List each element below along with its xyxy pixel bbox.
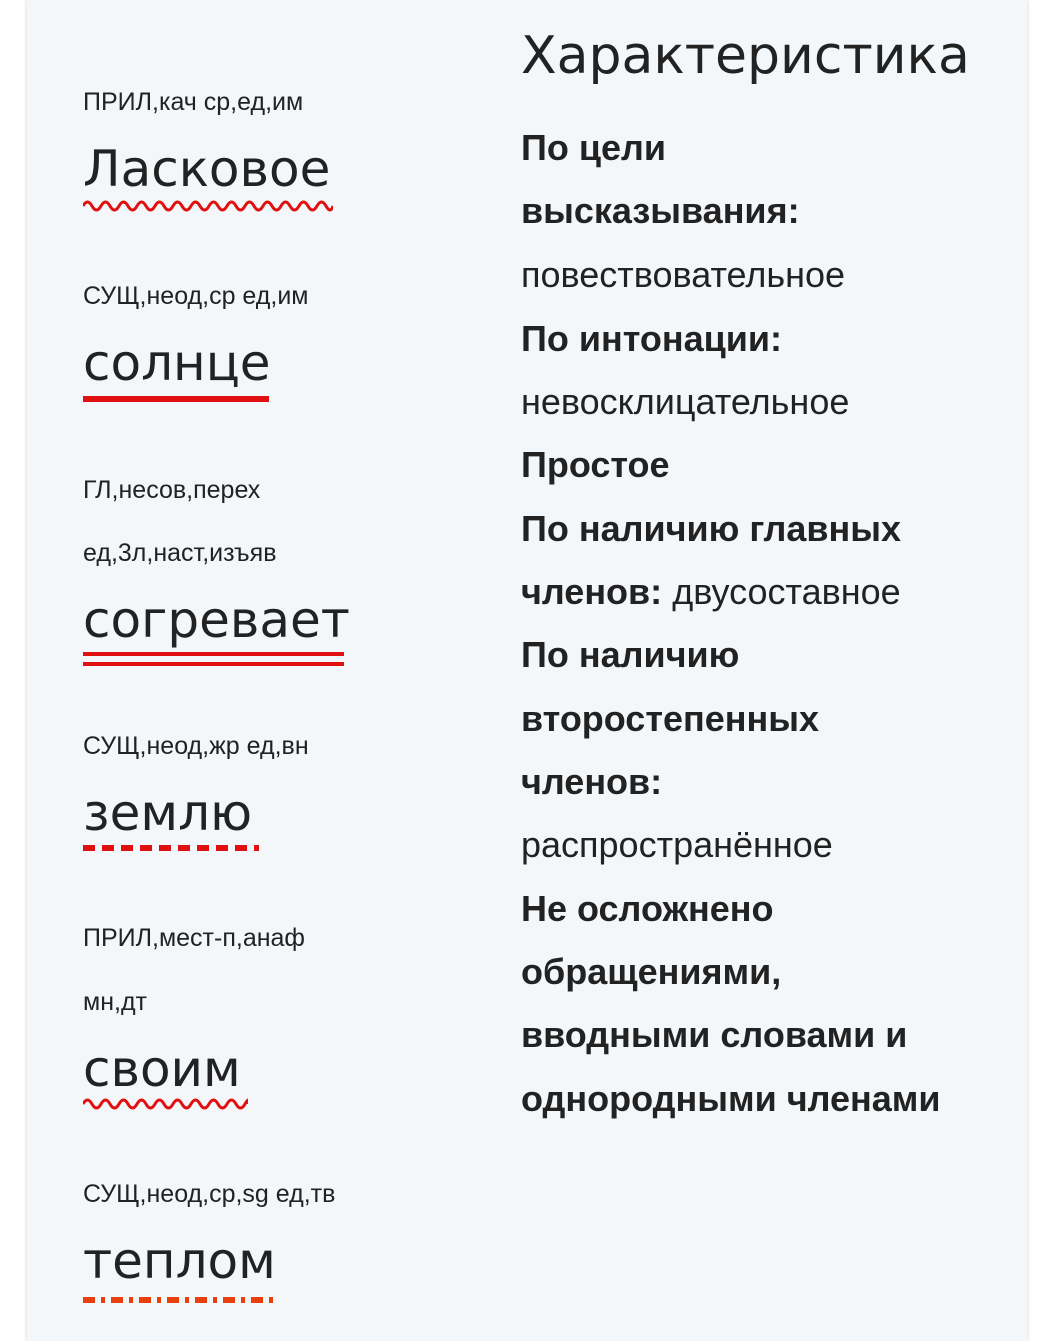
- morph-tag: ГЛ,несов,перех: [83, 476, 261, 504]
- secondary-members-value: распространённое: [521, 824, 833, 865]
- word-laskovoe: Ласковое: [83, 140, 331, 198]
- solid-underline: [83, 396, 269, 406]
- simple-type: Простое: [521, 444, 670, 485]
- intonation-label: По интонации:: [521, 318, 783, 359]
- purpose-value: повествовательное: [521, 254, 846, 295]
- complication-text: вводными словами и: [521, 1014, 908, 1055]
- morph-tag: СУЩ,неод,ср ед,им: [83, 282, 309, 310]
- double-underline: [83, 652, 344, 670]
- secondary-members-label: По наличию: [521, 634, 740, 675]
- dash-dot-underline: [83, 1297, 273, 1307]
- secondary-members-label: второстепенных: [521, 698, 820, 739]
- secondary-members-label: членов:: [521, 761, 663, 802]
- main-members-value: двусоставное: [672, 571, 901, 612]
- complication-text: Не осложнено: [521, 888, 774, 929]
- purpose-label: По цели: [521, 127, 667, 168]
- purpose-label: высказывания:: [521, 190, 800, 231]
- morph-tag: ПРИЛ,кач ср,ед,им: [83, 88, 304, 116]
- word-sogrevaet: согревает: [83, 591, 350, 649]
- word-solntse: солнце: [83, 334, 271, 392]
- complication-text: однородными членами: [521, 1078, 941, 1119]
- morph-tag: ед,3л,наст,изъяв: [83, 539, 277, 567]
- complication-text: обращениями,: [521, 951, 782, 992]
- main-members-row: членов: двусоставное: [521, 571, 901, 612]
- word-zemlyu: землю: [83, 784, 253, 842]
- characteristic-title: Характеристика: [521, 26, 970, 86]
- dashed-underline: [83, 845, 259, 855]
- word-teplom: теплом: [83, 1232, 276, 1290]
- morph-tag: ПРИЛ,мест-п,анаф: [83, 924, 305, 952]
- morph-tag: мн,дт: [83, 988, 147, 1016]
- intonation-value: невосклицательное: [521, 381, 850, 422]
- wavy-underline: [83, 1094, 248, 1114]
- word-svoim: своим: [83, 1040, 241, 1098]
- wavy-underline: [83, 196, 333, 216]
- main-members-label: По наличию главных: [521, 508, 902, 549]
- morph-tag: СУЩ,неод,жр ед,вн: [83, 732, 309, 760]
- page-sheet: [27, 0, 1027, 1341]
- morph-tag: СУЩ,неод,ср,sg ед,тв: [83, 1180, 336, 1208]
